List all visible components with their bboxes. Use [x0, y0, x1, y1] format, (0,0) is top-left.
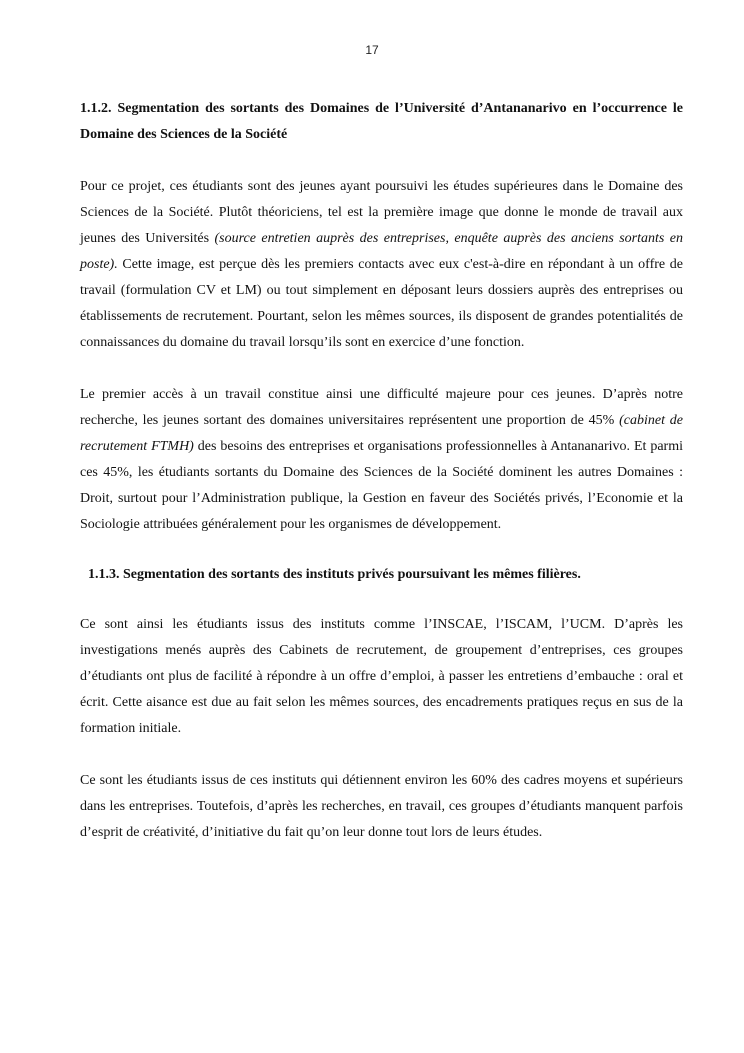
paragraph-text: Pour ce projet, ces étudiants sont des jeunes ayant poursuivi les études supérieures dans le Domaine des Sciences de la Société. Plutôt théoriciens, tel est la première image que donne le monde de travail aux jeunes des Universités [80, 179, 683, 246]
paragraph-1-1-3-b: Ce sont les étudiants issus de ces instituts qui détiennent environ les 60% des cadres moyens et supérieurs dans les entreprises. Toutefois, d’après les recherches, en travail, ces groupes d’étudiants manquent parfois d’esprit de créativité, d’initiative du fait qu’on leur donne tout lors de leurs études. [80, 773, 683, 840]
section-heading-1-1-2: 1.1.2. Segmentation des sortants des Domaines de l’Université d’Antananarivo en l’occurrence le Domaine des Sciences de la Société [80, 101, 683, 142]
paragraph-source-citation: (source entretien auprès des entreprises, enquête auprès des anciens sortants en poste). [80, 231, 683, 272]
paragraph-source-citation: (cabinet de recrutement FTMH) [80, 413, 683, 454]
paragraph-text: des besoins des entreprises et organisations professionnelles à Antananarivo. Et parmi ces 45%, les étudiants sortants du Domaine des Sciences de la Société dominent les autres Domaines : Droit, surtout pour l’Administration publique, la Gestion en faveur des Sociétés privés, l’Economie et la Sociologie attribuées généralement pour les organismes de développement. [80, 439, 683, 532]
document-body [80, 96, 683, 846]
paragraph-1-1-2-b [80, 382, 683, 538]
paragraph-text: Cette image, est perçue dès les premiers contacts avec eux c'est-à-dire en répondant à un offre de travail (formulation CV et LM) ou tout simplement en déposant leurs dossiers auprès des entreprises ou établissements de recrutement. Pourtant, selon les mêmes sources, ils disposent de grandes potentialités de connaissances du domaine du travail lorsqu’ils sont en exercice d’une fonction. [80, 257, 683, 350]
section-heading-1-1-3: 1.1.3. Segmentation des sortants des instituts privés poursuivant les mêmes filières. [88, 567, 581, 582]
page-number: 17 [365, 43, 379, 57]
paragraph-text: Le premier accès à un travail constitue ainsi une difficulté majeure pour ces jeunes. D’après notre recherche, les jeunes sortant des domaines universitaires représentent une proportion de 45% [80, 387, 683, 428]
paragraph-1-1-2-a [80, 174, 683, 356]
paragraph-1-1-3-a: Ce sont ainsi les étudiants issus des instituts comme l’INSCAE, l’ISCAM, l’UCM. D’après les investigations menés auprès des Cabinets de recrutement, de groupement d’entreprises, ces groupes d’étudiants ont plus de facilité à répondre à un offre d’emploi, à passer les entretiens d’embauche : oral et écrit. Cette aisance est due au fait selon les mêmes sources, des encadrements pratiques reçus en sus de la formation initiale. [80, 617, 683, 736]
